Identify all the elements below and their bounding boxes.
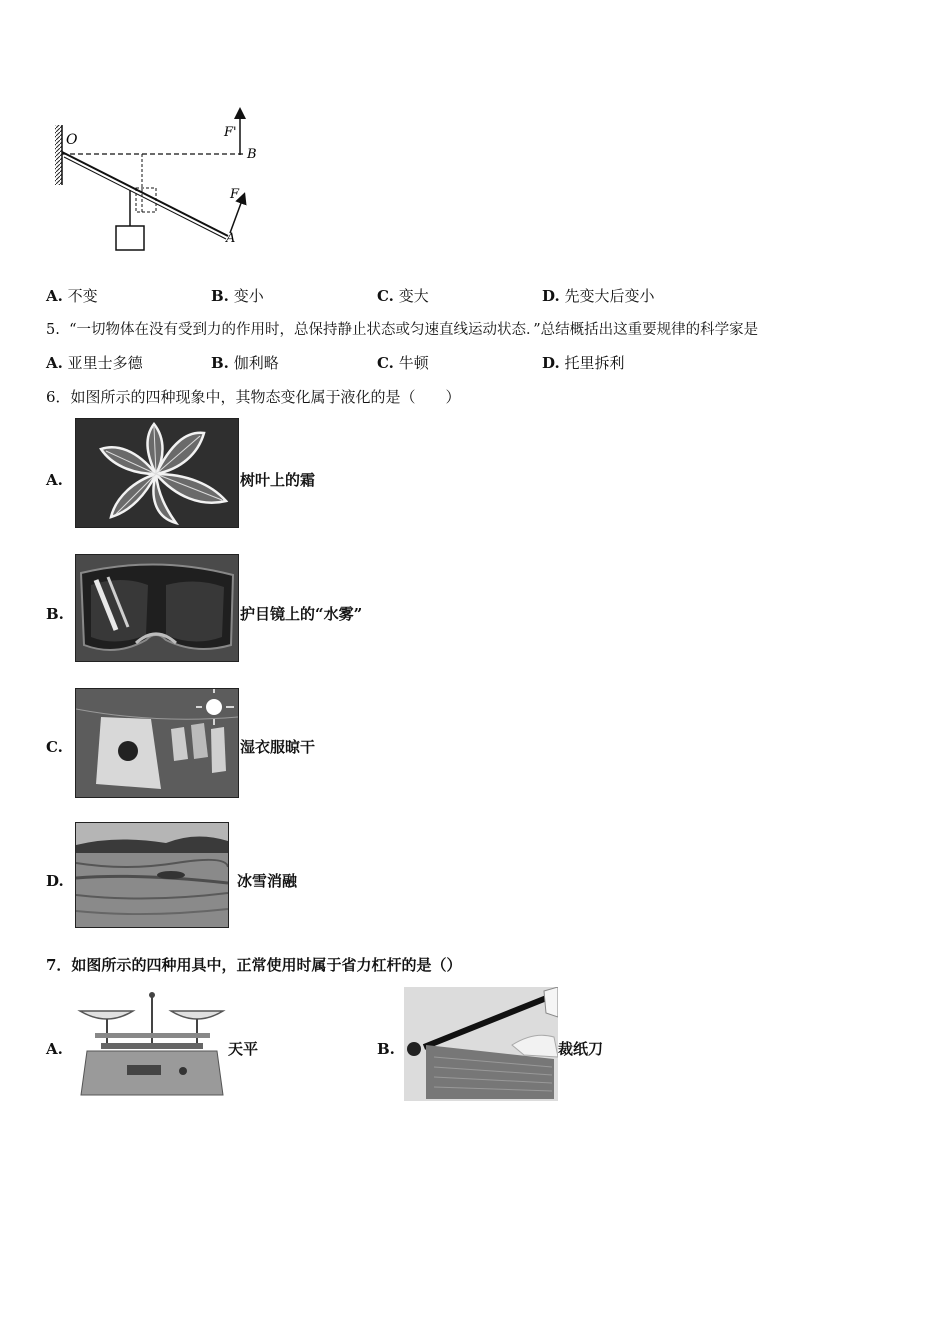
q6-option-a-caption: 树叶上的霜	[240, 471, 316, 489]
q5-number: 5.	[46, 322, 60, 338]
wall	[55, 125, 62, 185]
q4-option-d[interactable]	[542, 286, 655, 306]
q6-option-c-label[interactable]: C.	[46, 738, 63, 756]
q7-option-a-label[interactable]: A.	[46, 1040, 63, 1058]
goggles-photo	[75, 554, 239, 662]
label-f: F	[230, 187, 240, 202]
q5-option-a[interactable]	[46, 353, 143, 373]
option-label: D.	[542, 287, 560, 305]
lever-diagram-svg	[40, 100, 280, 260]
hanging-weight	[116, 226, 144, 250]
q6-option-a-label[interactable]: A.	[46, 471, 63, 489]
q6-stem: 6．如图所示的四种现象中，其物态变化属于液化的是（ ）	[46, 388, 461, 406]
balance-scale-photo	[75, 987, 227, 1099]
option-label: C.	[377, 354, 394, 372]
label-b: B	[247, 147, 257, 162]
q5-option-d[interactable]	[542, 353, 625, 373]
label-o: O	[66, 132, 78, 148]
q6-option-d-caption: 冰雪消融	[237, 872, 298, 890]
q6-option-d-label[interactable]: D.	[46, 872, 64, 890]
option-text: 变小	[233, 287, 264, 305]
option-text: 先变大后变小	[564, 287, 655, 305]
option-text: 不变	[67, 287, 98, 305]
q7-stem: 7．如图所示的四种用具中，正常使用时属于省力杠杆的是（）	[46, 956, 462, 974]
q5-text: “一切物体在没有受到力的作用时，总保持静止状态或匀速直线运动状态．”总结概括出这重要规律的科学家是	[69, 322, 759, 338]
option-label: A.	[46, 354, 63, 372]
q5-stem	[46, 320, 758, 340]
option-label: B.	[211, 287, 229, 305]
label-f-prime: F'	[224, 125, 237, 140]
label-a: A	[226, 231, 236, 246]
q5-option-b[interactable]	[211, 353, 279, 373]
option-text: 变大	[398, 287, 429, 305]
q4-option-a[interactable]	[46, 286, 98, 306]
q6-option-b-label[interactable]: B.	[46, 605, 64, 623]
q5-option-c[interactable]	[377, 353, 429, 373]
q6-option-b-caption: 护目镜上的“水雾”	[240, 605, 363, 623]
option-text: 伽利略	[233, 354, 279, 372]
option-label: A.	[46, 287, 63, 305]
option-text: 牛顿	[398, 354, 429, 372]
melting-snow-photo	[75, 822, 229, 928]
q7-option-a-caption: 天平	[228, 1040, 259, 1058]
option-label: C.	[377, 287, 394, 305]
frost-leaf-photo	[75, 418, 239, 528]
option-label: D.	[542, 354, 560, 372]
option-text: 亚里士多德	[67, 354, 143, 372]
option-text: 托里拆利	[564, 354, 625, 372]
q7-option-b-label[interactable]: B.	[377, 1040, 395, 1058]
lever-diagram	[40, 100, 280, 260]
q4-option-b[interactable]	[211, 286, 264, 306]
paper-cutter-photo	[404, 987, 558, 1101]
lever-oa	[62, 152, 228, 236]
option-label: B.	[211, 354, 229, 372]
q4-option-c[interactable]	[377, 286, 429, 306]
q7-option-b-caption: 裁纸刀	[558, 1040, 604, 1058]
laundry-photo	[75, 688, 239, 798]
q6-option-c-caption: 湿衣服晾干	[240, 738, 316, 756]
